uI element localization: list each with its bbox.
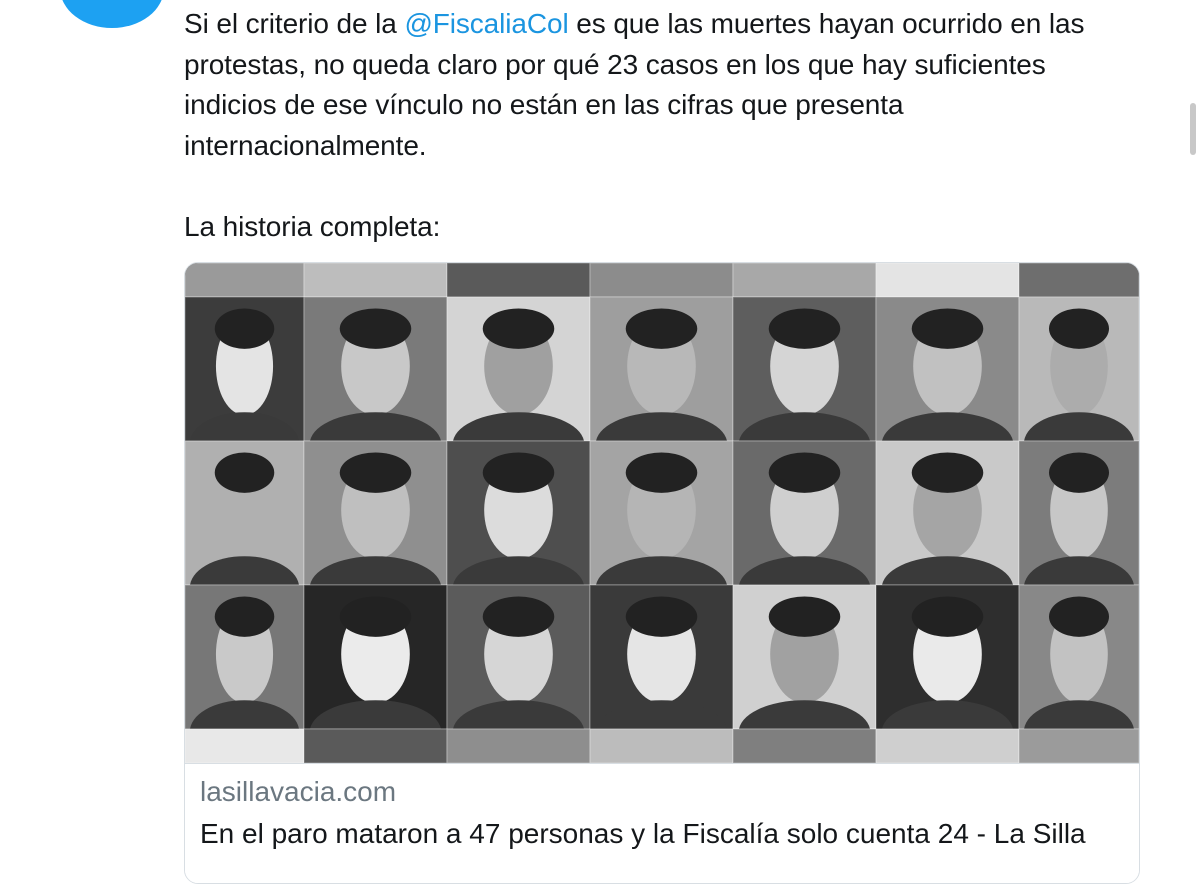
tweet-line-1-end: es que las muertes hayan ocurrido en las (568, 8, 1085, 39)
author-avatar[interactable] (60, 0, 164, 28)
tweet-text (184, 4, 1124, 247)
card-title: En el paro mataron a 47 personas y la Fiscalía solo cuenta 24 - La Silla (200, 818, 1086, 849)
collage-photo (590, 263, 733, 297)
collage-photo (876, 729, 1019, 763)
paragraph-gap (184, 166, 1124, 207)
tweet-line-4: internacionalmente. (184, 129, 427, 161)
collage-photo (447, 729, 590, 763)
collage-photo (304, 263, 447, 297)
tweet-line-1-start: Si el criterio de la (184, 8, 405, 39)
collage-photo (590, 729, 733, 763)
scrollbar-thumb[interactable] (1190, 103, 1196, 155)
tweet-line-1 (184, 4, 1124, 45)
tweet-line-3: indicios de ese vínculo no están en las cifras que presenta (184, 89, 904, 120)
collage-photo (304, 729, 447, 763)
link-preview-card[interactable] (184, 262, 1140, 884)
collage-photo (1019, 263, 1139, 297)
tweet-line-5: La historia completa: (184, 210, 441, 242)
collage-photo (185, 263, 304, 297)
card-domain: lasillavacia.com (200, 776, 397, 807)
collage-photo (733, 729, 876, 763)
collage-photo (447, 263, 590, 297)
collage-photo (1019, 729, 1139, 763)
card-meta[interactable] (185, 763, 1139, 884)
collage-photo (185, 729, 304, 763)
tweet-line-2: protestas, no queda claro por qué 23 casos en los que hay suficientes (184, 48, 1046, 80)
scrollbar[interactable] (1184, 0, 1200, 853)
photo-collage (185, 263, 1139, 763)
collage-photo (876, 263, 1019, 297)
collage-photo (733, 263, 876, 297)
card-image-photo-collage[interactable] (185, 263, 1139, 763)
mention-link[interactable]: @FiscaliaCol (404, 8, 569, 39)
